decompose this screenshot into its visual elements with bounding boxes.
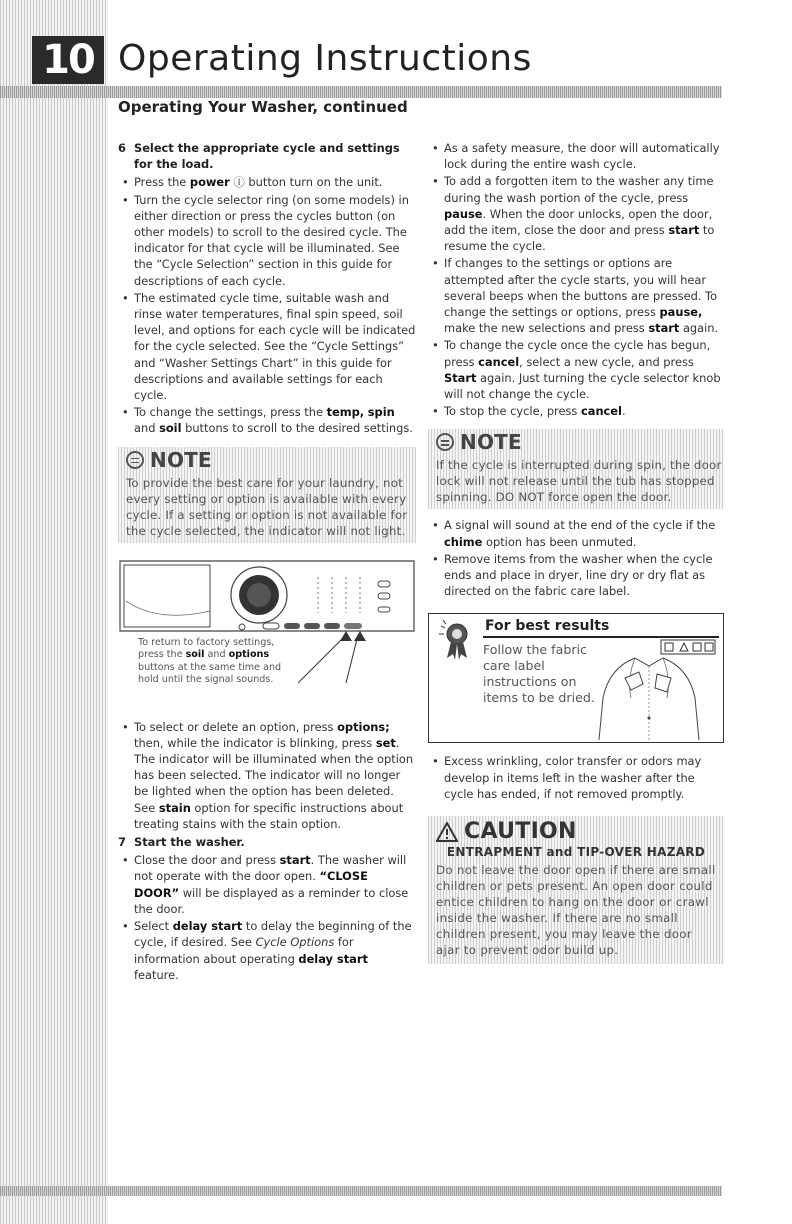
text-run: . bbox=[621, 404, 626, 419]
best-results-box bbox=[428, 613, 724, 743]
text-run: again. Just turning the cycle selector knob will not change the cycle. bbox=[444, 370, 721, 402]
list-item bbox=[118, 404, 416, 436]
note-heading bbox=[126, 447, 416, 472]
bullet-icon: • bbox=[122, 175, 129, 190]
text-run: Turn the cycle selector ring (on some models) in either direction or press the cycles button (on other models) to scroll to the desired cycle. The indicator for that cycle will be illuminated. See the “Cycle Selection” section in this guide for descriptions of each cycle. bbox=[134, 192, 409, 288]
list-item bbox=[118, 192, 416, 289]
control-panel-illustration bbox=[118, 551, 416, 711]
text-run: . When the door unlocks, open the door, add the item, close the door and press bbox=[444, 206, 713, 238]
list-item bbox=[118, 290, 416, 403]
text-run: then, while the indicator is blinking, press bbox=[134, 735, 376, 750]
italic-ref: Cycle Options bbox=[255, 935, 335, 950]
text-run: . The washer will not operate with the door open. bbox=[134, 853, 407, 884]
sidebar-stripe bbox=[0, 0, 108, 1224]
step-number: 6 bbox=[118, 141, 126, 155]
caution-box bbox=[428, 816, 724, 964]
text-run: To change the cycle once the cycle has begun, press bbox=[444, 338, 711, 369]
list-item bbox=[428, 551, 724, 600]
step-title: Start the washer. bbox=[134, 835, 245, 850]
bold-term: set bbox=[375, 735, 396, 750]
text-run: buttons to scroll to the desired settings. bbox=[181, 421, 413, 436]
list-item bbox=[118, 719, 416, 832]
text-run: again. bbox=[679, 321, 719, 336]
list-item bbox=[118, 852, 416, 917]
bullet-icon: • bbox=[432, 551, 439, 566]
note-heading bbox=[436, 430, 724, 455]
caution-text: Do not leave the door open if there are small children or pets present. An open door could entice children to hang on the door or crawl inside the washer. If there are no small children present, you may leave the door ajar to prevent odor build up. bbox=[436, 863, 716, 958]
text-run: To select or delete an option, press bbox=[134, 719, 338, 734]
list-item bbox=[428, 753, 724, 802]
bullet-icon: • bbox=[122, 719, 129, 734]
text-run: to resume the cycle. bbox=[444, 223, 715, 254]
warning-triangle-icon bbox=[436, 822, 458, 842]
text-run: Press the bbox=[134, 175, 190, 190]
text-run: . The indicator will be illuminated when the option has been selected. The indicator will no longer be lighted when the option has been deleted. See bbox=[134, 735, 414, 815]
caution-heading bbox=[436, 819, 716, 845]
step-6-heading bbox=[118, 140, 416, 172]
bullet-icon: • bbox=[432, 256, 439, 271]
note-box-spin bbox=[428, 429, 724, 509]
bold-term: cancel bbox=[581, 404, 622, 419]
step-7-heading bbox=[118, 834, 416, 850]
step-number: 7 bbox=[118, 835, 126, 850]
note-text: To provide the best care for your laundry, not every setting or option is available with every cycle. If a setting or option is not available for the cycle selected, the indicator will not light. bbox=[126, 475, 408, 538]
text-run: Remove items from the washer when the cycle ends and place in dryer, line dry or dry flat as directed on the fabric care label. bbox=[444, 551, 713, 599]
text-run: A signal will sound at the end of the cycle if the bbox=[444, 518, 716, 533]
page-title: Operating Instructions bbox=[118, 38, 532, 79]
text-run: and bbox=[204, 649, 229, 661]
text-run: Select bbox=[134, 919, 173, 934]
step-title: Select the appropriate cycle and settings for the load. bbox=[134, 141, 400, 172]
left-column bbox=[118, 140, 416, 984]
list-item bbox=[118, 174, 416, 190]
text-run: buttons at the same time and bbox=[138, 661, 282, 673]
list-item bbox=[428, 173, 724, 254]
list-item bbox=[428, 337, 724, 402]
note-box bbox=[118, 447, 416, 543]
bold-term: delay start bbox=[172, 919, 243, 934]
bold-term: soil bbox=[185, 649, 205, 661]
bullet-icon: • bbox=[122, 290, 129, 305]
text-run: to delay the beginning of the cycle, if desired. See bbox=[134, 919, 412, 950]
text-run: option for specific instructions about treating stains with the stain option. bbox=[134, 800, 404, 831]
text-run: If changes to the settings or options are attempted after the cycle starts, you will hear several beeps when the buttons are pressed. To change the settings or options, press bbox=[444, 256, 718, 320]
best-results-text: Follow the fabric care label instructions on items to be dried. bbox=[483, 642, 595, 706]
text-run: Excess wrinkling, color transfer or odors may develop in items left in the washer after the cycle has ended, if not removed promptly. bbox=[444, 754, 702, 801]
bold-term: stain bbox=[158, 800, 191, 815]
note-label: NOTE bbox=[460, 430, 522, 455]
text-run: Close the door and press bbox=[134, 853, 280, 868]
section-title: Operating Your Washer, continued bbox=[118, 98, 408, 116]
text-run: To change the settings, press the bbox=[134, 405, 327, 420]
bold-term: pause bbox=[444, 206, 483, 221]
bold-term: temp, bbox=[326, 405, 365, 420]
text-run: and bbox=[134, 421, 160, 436]
bullet-icon: • bbox=[432, 518, 439, 533]
caution-subtitle: ENTRAPMENT and TIP-OVER HAZARD bbox=[446, 845, 706, 860]
note-icon bbox=[436, 433, 454, 451]
footer-band bbox=[0, 1186, 722, 1196]
bullet-icon: • bbox=[432, 404, 439, 419]
note-icon bbox=[126, 451, 144, 469]
text-run: , select a new cycle, and press bbox=[519, 354, 694, 369]
bullet-icon: • bbox=[432, 754, 439, 769]
right-column bbox=[428, 140, 724, 964]
bullet-icon: • bbox=[122, 192, 129, 207]
bold-term: soil bbox=[159, 421, 182, 436]
note-text: If the cycle is interrupted during spin, the door lock will not release until the tub has stopped spinning. DO NOT force open the door. bbox=[436, 458, 722, 505]
text-run: To stop the cycle, press bbox=[444, 404, 581, 419]
text-run: Ⓘ button turn on the unit. bbox=[229, 175, 383, 190]
step-6-list bbox=[118, 174, 416, 436]
text-run: will be displayed as a reminder to close the door. bbox=[134, 885, 409, 916]
bold-term: cancel bbox=[478, 354, 520, 369]
list-item bbox=[428, 517, 724, 549]
bold-term: power bbox=[189, 175, 230, 190]
text-run: for information about operating bbox=[134, 935, 354, 966]
header-band bbox=[0, 86, 722, 98]
end-of-cycle-list bbox=[428, 517, 724, 599]
best-results-title: For best results bbox=[485, 618, 610, 635]
caution-label: CAUTION bbox=[464, 819, 577, 845]
bullet-icon: • bbox=[122, 919, 129, 934]
bullet-icon: • bbox=[432, 174, 439, 189]
shirt-care-label-illustration bbox=[579, 638, 719, 740]
text-run: To return to factory settings, bbox=[138, 636, 275, 648]
text-run: hold until the signal sounds. bbox=[138, 674, 274, 686]
wrinkle-warning-list bbox=[428, 753, 724, 802]
bullet-icon: • bbox=[432, 338, 439, 353]
text-run: As a safety measure, the door will automatically lock during the entire wash cycle. bbox=[444, 141, 720, 172]
bold-term: start bbox=[279, 853, 311, 868]
list-item bbox=[428, 403, 724, 419]
bold-term: spin bbox=[367, 405, 395, 420]
list-item bbox=[428, 140, 724, 172]
bold-term: Start bbox=[444, 370, 477, 385]
award-ribbon-icon bbox=[433, 616, 481, 664]
bullet-icon: • bbox=[432, 141, 439, 155]
bold-term: chime bbox=[444, 534, 483, 549]
control-panel-drawing bbox=[118, 551, 416, 711]
page-number: 10 bbox=[32, 36, 104, 84]
cycle-control-list bbox=[428, 140, 724, 419]
bold-term: “CLOSE DOOR” bbox=[134, 869, 368, 900]
text-run: press the bbox=[138, 649, 186, 661]
bold-term: start bbox=[648, 321, 680, 336]
text-run: make the new selections and press bbox=[444, 321, 649, 336]
bold-term: delay start bbox=[298, 951, 368, 966]
options-list bbox=[118, 719, 416, 832]
bold-term: pause, bbox=[659, 305, 703, 320]
panel-caption bbox=[138, 637, 281, 687]
bullet-icon: • bbox=[122, 405, 129, 420]
text-run: The estimated cycle time, suitable wash and rinse water temperatures, final spin speed, soil level, and options for each cycle will be indicated for the cycle selected. See the “Cycle Settings” and “Washer Settings Chart” in this guide for descriptions and available settings for each cycle. bbox=[134, 290, 416, 403]
list-item bbox=[428, 255, 724, 336]
text-run: feature. bbox=[134, 967, 179, 982]
list-item bbox=[118, 918, 416, 983]
bullet-icon: • bbox=[122, 853, 129, 868]
note-label: NOTE bbox=[150, 447, 212, 472]
text-run: To add a forgotten item to the washer any time during the wash portion of the cycle, press bbox=[444, 174, 714, 205]
bold-term: options; bbox=[337, 719, 390, 734]
step-7-list bbox=[118, 852, 416, 983]
text-run: option has been unmuted. bbox=[482, 534, 637, 549]
bold-term: start bbox=[668, 223, 700, 238]
bold-term: options bbox=[228, 649, 270, 661]
